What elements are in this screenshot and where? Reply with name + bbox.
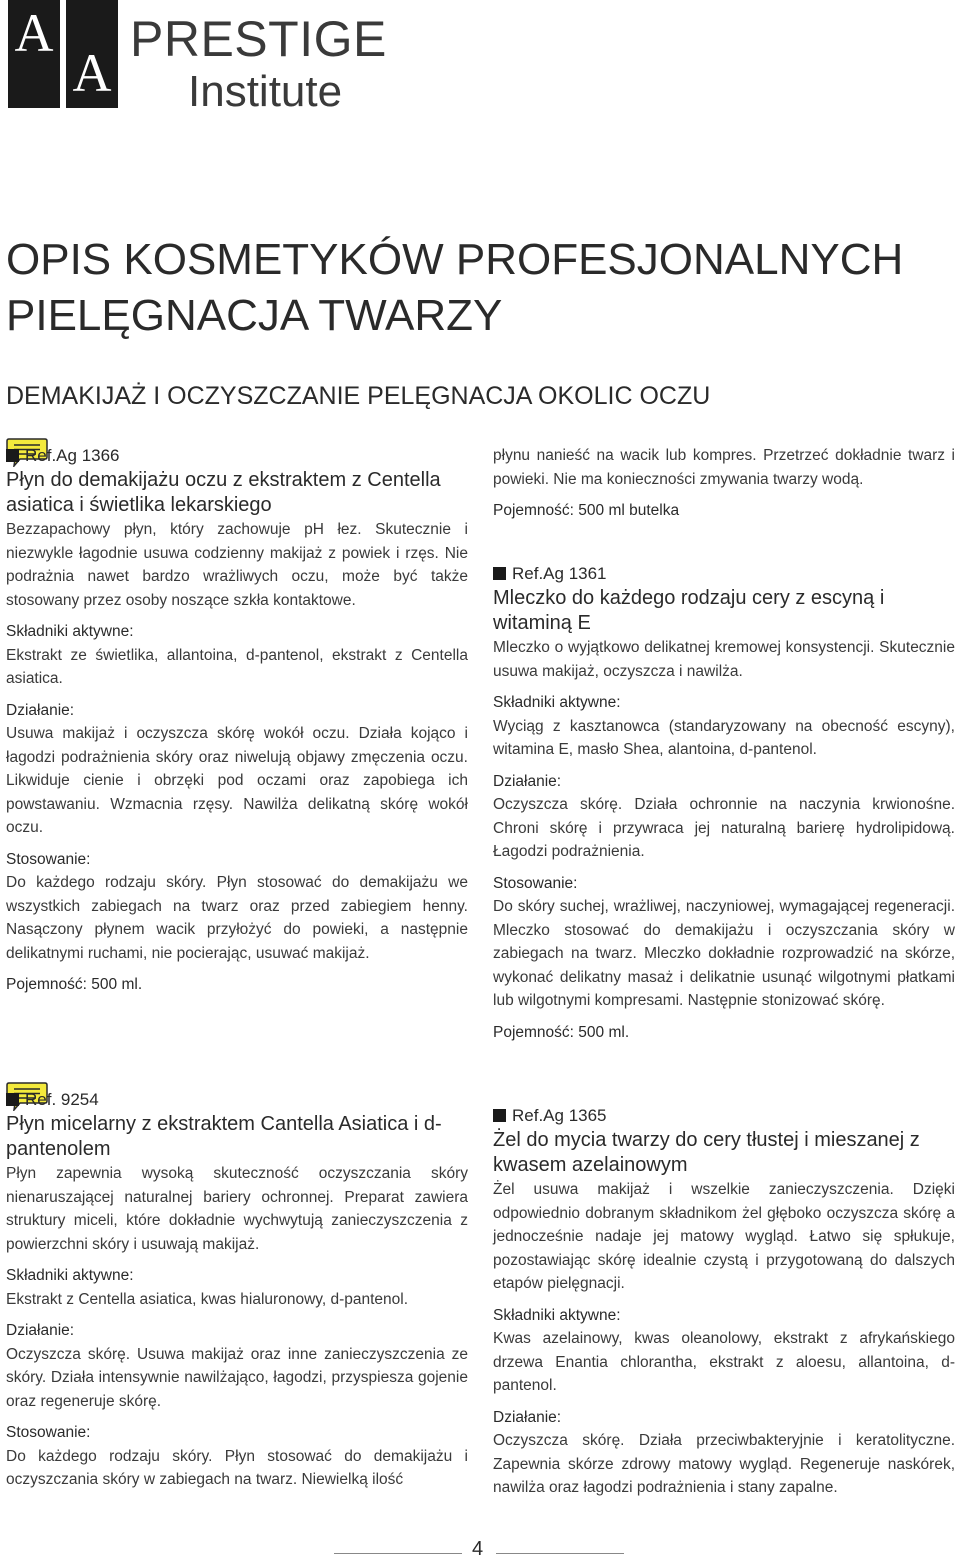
capacity-label: Pojemność: <box>493 502 574 519</box>
product-ref <box>493 1104 955 1128</box>
ingredients-text: Ekstrakt ze świetlika, allantoina, d-pantenol, ekstrakt z Centella asiatica. <box>6 646 468 687</box>
action-label: Działanie: <box>493 772 562 790</box>
brand-subname: Institute <box>188 67 343 116</box>
page-title-line2: PIELĘGNACJA TWARZY <box>6 291 503 340</box>
usage-text: Do każdego rodzaju skóry. Płyn stosować do demakijażu we wszystkich zabiegach na twarz oraz przed zabiegiem henny. Nasączony płynem wacik przyłożyć do powieki, a następnie delikatnymi ruchami, nie pocierając, usuwać makijaż. <box>6 874 468 962</box>
action-label: Działanie: <box>6 1322 75 1339</box>
page-title <box>6 232 903 344</box>
bullet-square-icon <box>493 567 506 580</box>
product-9254 <box>6 1088 468 1492</box>
product-name: Mleczko do każdego rodzaju cery z escyną i witaminą E <box>493 587 885 634</box>
product-ag1361 <box>493 562 955 1044</box>
bullet-square-icon <box>493 1109 506 1122</box>
capacity-value: 500 ml. <box>578 1023 630 1041</box>
action-text: Oczyszcza skórę. Usuwa makijaż oraz inne zanieczyszczenia ze skóry. Działa intensywnie nawilżająco, łagodzi, przyspiesza gojenie oraz regeneruje skórę. <box>6 1345 468 1410</box>
ingredients-label: Składniki aktywne: <box>493 694 621 711</box>
product-ref <box>493 562 955 586</box>
bullet-square-icon <box>6 449 19 462</box>
product-name: Płyn do demakijażu oczu z ekstraktem z Centella asiatica i świetlika lekarskiego <box>6 469 441 516</box>
action-text: Oczyszcza skórę. Działa przeciwbakteryjnie i keratolityczne. Zapewnia skórze zdrowy matowy wygląd. Regeneruje naskórek, nawilża oraz łagodzi podrażnienia i stany zapalne. <box>493 1432 955 1496</box>
product-ref-text: Ref. 9254 <box>25 1090 99 1109</box>
ingredients-text: Wyciąg z kasztanowca (standaryzowany na obecność escyny), witamina E, masło Shea, alantoina, d-pantenol. <box>493 717 955 758</box>
ingredients-label: Składniki aktywne: <box>493 1306 621 1324</box>
capacity-label: Pojemność: <box>493 1023 574 1041</box>
product-description: Żel usuwa makijaż i wszelkie zanieczyszczenia. Dzięki odpowiednio dobranym składnikom żel głęboko oczyszcza skórę a jednocześnie nadaje jej matowy wygląd. Łatwo się spłukuje, pozostawiając skórę idealnie czystą i przygotowaną do dalszych etapów pielęgnacji. <box>493 1181 955 1292</box>
capacity-value: 500 ml butelka <box>578 502 680 519</box>
product-ref-text: Ref.Ag 1366 <box>25 446 120 465</box>
action-label: Działanie: <box>6 701 75 719</box>
product-ref-text: Ref.Ag 1365 <box>512 1106 607 1125</box>
product-ref-text: Ref.Ag 1361 <box>512 564 607 583</box>
footer-divider-right <box>496 1553 624 1554</box>
ingredients-label: Składniki aktywne: <box>6 1267 134 1284</box>
product-name: Płyn micelarny z ekstraktem Cantella Asiatica i d-pantenolem <box>6 1113 442 1160</box>
page-title-line1: OPIS KOSMETYKÓW PROFESJONALNYCH <box>6 235 904 284</box>
product-name: Żel do mycia twarzy do cery tłustej i mieszanej z kwasem azelainowym <box>493 1129 920 1176</box>
usage-text: Do skóry suchej, wrażliwej, naczyniowej, wymagającej regeneracji. Mleczko stosować do demakijażu i oczyszczania skóry w zabiegach na twarz. Mleczko dokładnie rozprowadzić na skórze, wykonać delikatny masaż i delikatnie usunąć wilgotnymi płatkami lub wilgotnymi kompresami. Następnie stonizować skórę. <box>493 898 955 1009</box>
product-description: Płyn zapewnia wysoką skuteczność oczyszczania skóry nienaruszającej naturalnej bariery ochronnej. Preparat zawiera struktury miceli, które dokładnie wychwytują zanieczyszczenia z powierzchni skóry i usuwają makijaż. <box>6 1165 468 1253</box>
logo-block-right <box>66 0 118 108</box>
capacity-value: 500 ml. <box>91 976 143 993</box>
action-text: Oczyszcza skórę. Działa ochronnie na naczynia krwionośne. Chroni skórę i przywraca jej naturalną barierę hydrolipidową. Łagodzi podrażnienia. <box>493 796 955 860</box>
ingredients-text: Ekstrakt z Centella asiatica, kwas hialuronowy, d-pantenol. <box>6 1290 409 1308</box>
action-label: Działanie: <box>493 1408 562 1426</box>
capacity <box>6 973 468 997</box>
product-ref <box>6 1088 468 1112</box>
logo-block-left <box>8 0 60 108</box>
logo-letter-left: A <box>14 3 54 63</box>
brand-logo <box>8 0 123 108</box>
logo-letter-right: A <box>72 43 112 103</box>
product-ag1365 <box>493 1104 955 1500</box>
product-description: Bezzapachowy płyn, który zachowuje pH łez. Skutecznie i niezwykle łagodnie usuwa codzienny makijaż z powiek i rzęs. Nie podrażnia nawet bardzo wrażliwych oczu, może być także stosowany przez osoby noszące szkła kontaktowe. <box>6 521 468 609</box>
usage-text: Do każdego rodzaju skóry. Płyn stosować do demakijażu i oczyszczania skóry w zabiegach na twarz. Niewielką ilość <box>6 1447 468 1488</box>
page-number: 4 <box>472 1538 484 1560</box>
footer-divider-left <box>334 1553 462 1554</box>
capacity <box>493 499 955 523</box>
ingredients-label: Składniki aktywne: <box>6 623 134 640</box>
capacity <box>493 1021 955 1045</box>
capacity-label: Pojemność: <box>6 976 87 993</box>
usage-label: Stosowanie: <box>6 1424 91 1441</box>
ingredients-text: Kwas azelainowy, kwas oleanolowy, ekstrakt z afrykańskiego drzewa Enantia chlorantha, ekstrakt z aloesu, allantoina, d-pantenol. <box>493 1330 955 1394</box>
product-9254-continued <box>493 444 955 523</box>
bullet-square-icon <box>6 1093 19 1106</box>
usage-text-continued: płynu nanieść na wacik lub kompres. Przetrzeć dokładnie twarz i powieki. Nie ma konieczności zmywania twarzy wodą. <box>493 447 955 488</box>
brand-name: PRESTIGE <box>130 11 387 67</box>
section-subtitle: DEMAKIJAŻ I OCZYSZCZANIE PELĘGNACJA OKOLIC OCZU <box>6 382 711 410</box>
usage-label: Stosowanie: <box>493 874 578 892</box>
product-ref <box>6 444 468 468</box>
action-text: Usuwa makijaż i oczyszcza skórę wokół oczu. Działa kojąco i łagodzi podrażnienia skóry oraz niwelują objawy zmęczenia oczu. Likwiduje cienie i obrzęki pod oczami oraz zapobiega ich powstawaniu. Wzmacnia rzęsy. Nawilża delikatną skórę wokół oczu. <box>6 725 468 836</box>
product-description: Mleczko o wyjątkowo delikatnej kremowej konsystencji. Skutecznie usuwa makijaż, oczyszcza i nawilża. <box>493 639 955 680</box>
usage-label: Stosowanie: <box>6 850 91 868</box>
product-ag1366 <box>6 444 468 997</box>
